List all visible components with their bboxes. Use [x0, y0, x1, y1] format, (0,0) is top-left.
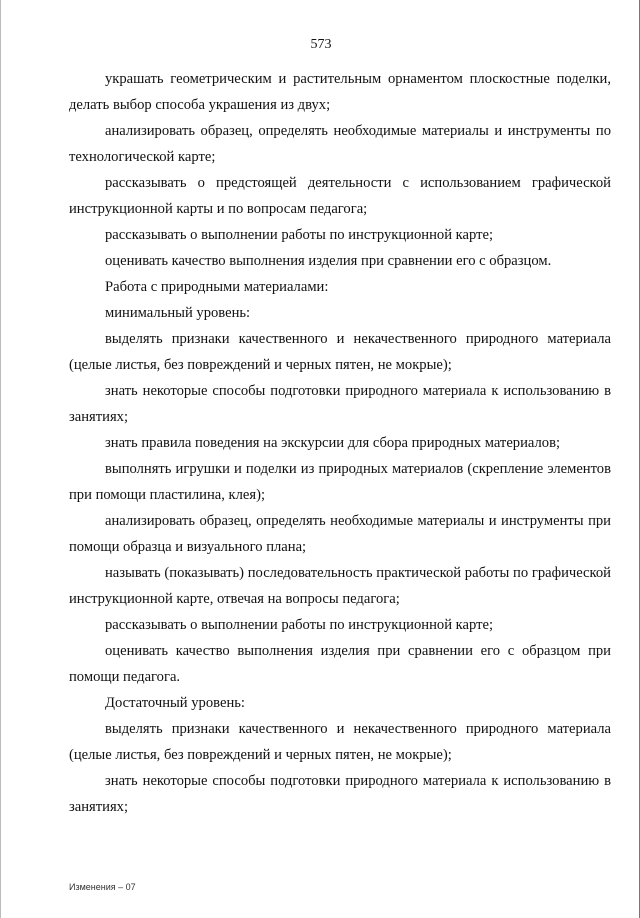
section-heading: Работа с природными материалами:: [105, 279, 329, 295]
paragraph: оценивать качество выполнения изделия при сравнении его с образцом.: [105, 253, 552, 269]
paragraph: называть (показывать) последовательность практической работы по графической инструкционной карте, отвечая на вопросы педагога;: [69, 565, 611, 607]
paragraph: выделять признаки качественного и некачественного природного материала (целые листья, без повреждений и черных пятен, не мокрые);: [69, 331, 611, 373]
paragraph: знать некоторые способы подготовки природного материала к использованию в занятиях;: [69, 773, 611, 815]
paragraph: рассказывать о предстоящей деятельности с использованием графической инструкционной карты и по вопросам педагога;: [69, 175, 611, 217]
paragraph: оценивать качество выполнения изделия при сравнении его с образцом при помощи педагога.: [69, 643, 611, 685]
page-number: 573: [310, 37, 332, 52]
revision-footer: Изменения – 07: [69, 882, 136, 892]
paragraph: украшать геометрическим и растительным орнаментом плоскостные поделки, делать выбор способа украшения из двух;: [69, 71, 611, 113]
paragraph: знать правила поведения на экскурсии для сбора природных материалов;: [105, 435, 561, 451]
paragraph: выделять признаки качественного и некачественного природного материала (целые листья, без повреждений и черных пятен, не мокрые);: [69, 721, 611, 763]
level-heading: минимальный уровень:: [105, 305, 251, 321]
paragraph: анализировать образец, определять необходимые материалы и инструменты по технологической карте;: [69, 123, 611, 165]
paragraph: рассказывать о выполнении работы по инструкционной карте;: [105, 227, 494, 243]
paragraph: рассказывать о выполнении работы по инструкционной карте;: [105, 617, 494, 633]
paragraph: выполнять игрушки и поделки из природных материалов (скрепление элементов при помощи пластилина, клея);: [69, 461, 611, 503]
paragraph: анализировать образец, определять необходимые материалы и инструменты при помощи образца и визуального плана;: [69, 513, 611, 555]
level-heading: Достаточный уровень:: [105, 695, 245, 711]
document-body: [69, 66, 611, 820]
paragraph: знать некоторые способы подготовки природного материала к использованию в занятиях;: [69, 383, 611, 425]
